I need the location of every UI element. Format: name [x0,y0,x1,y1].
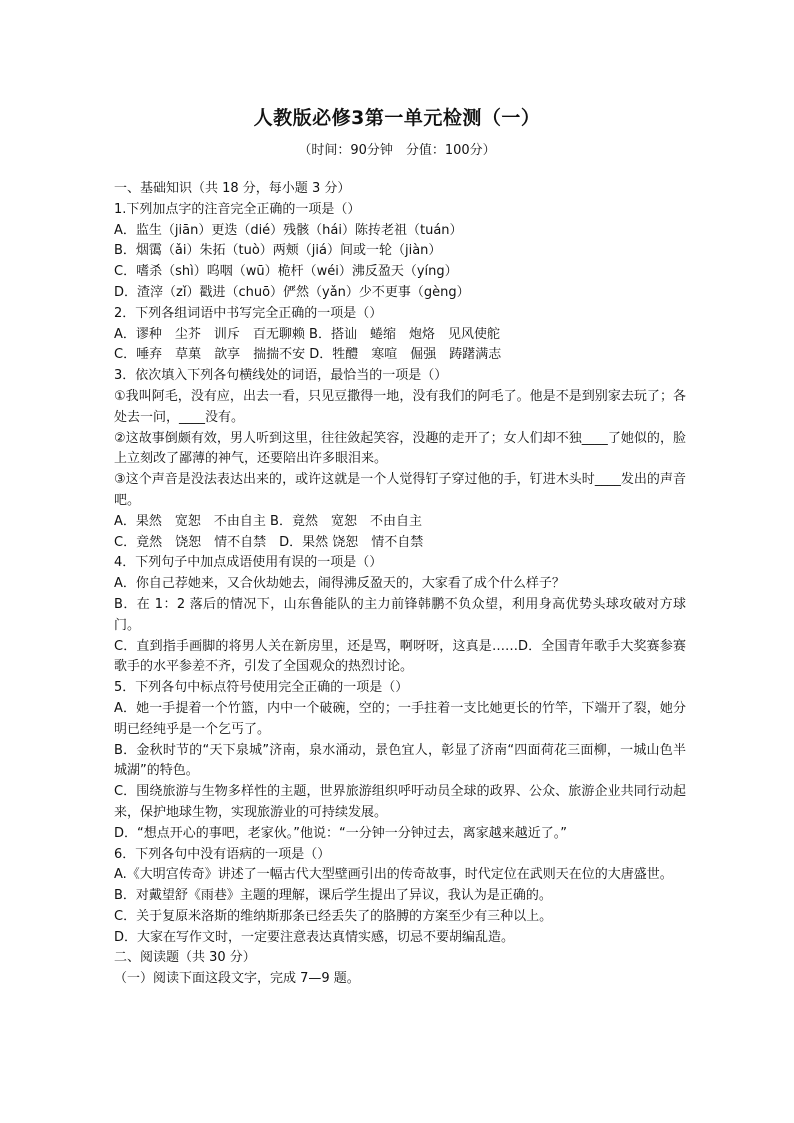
question-5-option-a: A．她一手提着一个竹篮，内中一个破碗，空的；一手拄着一支比她更长的竹竿，下端开了裂，她分明已经纯乎是一个乞丐了。 [114,700,686,737]
question-3-options-ab: A．果然 宽恕 不由自主 B．竟然 宽恕 不由自主 [114,513,422,529]
section-heading-basics: 一、基础知识（共 18 分，每小题 3 分） [114,181,351,196]
question-6-stem: 6．下列各句中没有语病的一项是（） [114,846,331,862]
question-5-option-b: B．金秋时节的“天下泉城”济南，泉水涌动，景色宜人，彰显了济南“四面荷花三面柳，一城山色半城湖”的特色。 [114,742,686,779]
question-3-sentence-2: ②这故事倒颇有效，男人听到这里，往往敛起笑容，没趣的走开了；女人们却不独____了她似的，脸上立刻改了鄙薄的神气，还要陪出许多眼泪来。 [114,430,686,467]
reading-instruction: （一）阅读下面这段文字，完成 7—9 题。 [114,971,360,987]
question-4-stem: 4．下列句子中加点成语使用有误的一项是（） [114,555,383,571]
question-1-option-a: A．监生（jiān）更迭（dié）残骸（hái）陈抟老祖（tuán） [114,222,463,238]
document-title: 人教版必修3第一单元检测（一） [253,107,541,129]
document-subtitle: （时间：90分钟 分值：100分） [298,143,496,158]
question-2-stem: 2．下列各组词语中书写完全正确的一项是（） [114,305,383,321]
question-3-sentence-3: ③这个声音是没法表达出来的，或许这就是一个人觉得钉子穿过他的手，钉进木头时____发出的声音吧。 [114,472,686,508]
question-5-option-d: D．“想点开心的事吧，老家伙。”他说：“一分钟一分钟过去，离家越来越近了。” [114,825,567,841]
question-6-option-a: A.《大明宫传奇》讲述了一幅古代大型壁画引出的传奇故事，时代定位在武则天在位的大唐盛世。 [114,867,673,883]
question-5-stem: 5．下列各句中标点符号使用完全正确的一项是（） [114,680,409,696]
question-3-stem: 3．依次填入下列各句横线处的词语，最恰当的一项是（） [114,368,448,384]
question-1-option-d: D．渣滓（zǐ）戳进（chuō）俨然（yǎn）少不更事（gèng） [114,284,470,300]
question-4-option-b: B．在 1：2 落后的情况下，山东鲁能队的主力前锋韩鹏不负众望，利用身高优势头球攻破对方球门。 [114,596,686,633]
question-3-options-cd: C．竟然 饶恕 情不自禁 D．果然 饶恕 情不自禁 [114,534,424,550]
question-6-option-b: B．对戴望舒《雨巷》主题的理解，课后学生提出了异议，我认为是正确的。 [114,888,552,904]
section-heading-reading: 二、阅读题（共 30 分） [114,950,256,966]
document-body [114,179,686,990]
question-1-stem: 1.下列加点字的注音完全正确的一项是（） [114,201,361,217]
question-4-option-c-d: C．直到指手画脚的将男人关在新房里，还是骂，啊呀呀，这真是……D．全国青年歌手大奖赛参赛歌手的水平参差不齐，引发了全国观众的热烈讨论。 [114,638,686,675]
question-2-options-ab: A．谬种 尘芥 训斥 百无聊赖 B．搭讪 蜷缩 炮烙 见风使舵 [114,326,500,342]
question-6-option-c: C．关于复原米洛斯的维纳斯那条已经丢失了的胳膊的方案至少有三种以上。 [114,908,553,924]
question-5-option-c: C．围绕旅游与生物多样性的主题，世界旅游组织呼吁动员全球的政界、公众、旅游企业共同行动起来，保护地球生物，实现旅游业的可持续发展。 [114,784,686,820]
question-6-option-d: D．大家在写作文时，一定要注意表达真情实感，切忌不要胡编乱造。 [114,929,515,945]
question-4-option-a: A．你自己荐她来，又合伙劫她去，闹得沸反盈天的，大家看了成个什么样子？ [114,576,565,592]
question-3-sentence-1: ①我叫阿毛，没有应，出去一看，只见豆撒得一地，没有我们的阿毛了。他是不是到别家去玩了；各处去一问，____没有。 [114,388,686,425]
question-1-option-c: C．嗜杀（shì）呜咽（wū）桅杆（wéi）沸反盈天（yíng） [114,264,458,280]
question-2-options-cd: C．唾弃 草菓 歆享 揣揣不安 D．牲醴 寒喧 倔强 踌躇满志 [114,347,502,363]
question-1-option-b: B．烟霭（ǎi）朱拓（tuò）两颊（jiá）间或一轮（jiàn） [114,243,442,259]
